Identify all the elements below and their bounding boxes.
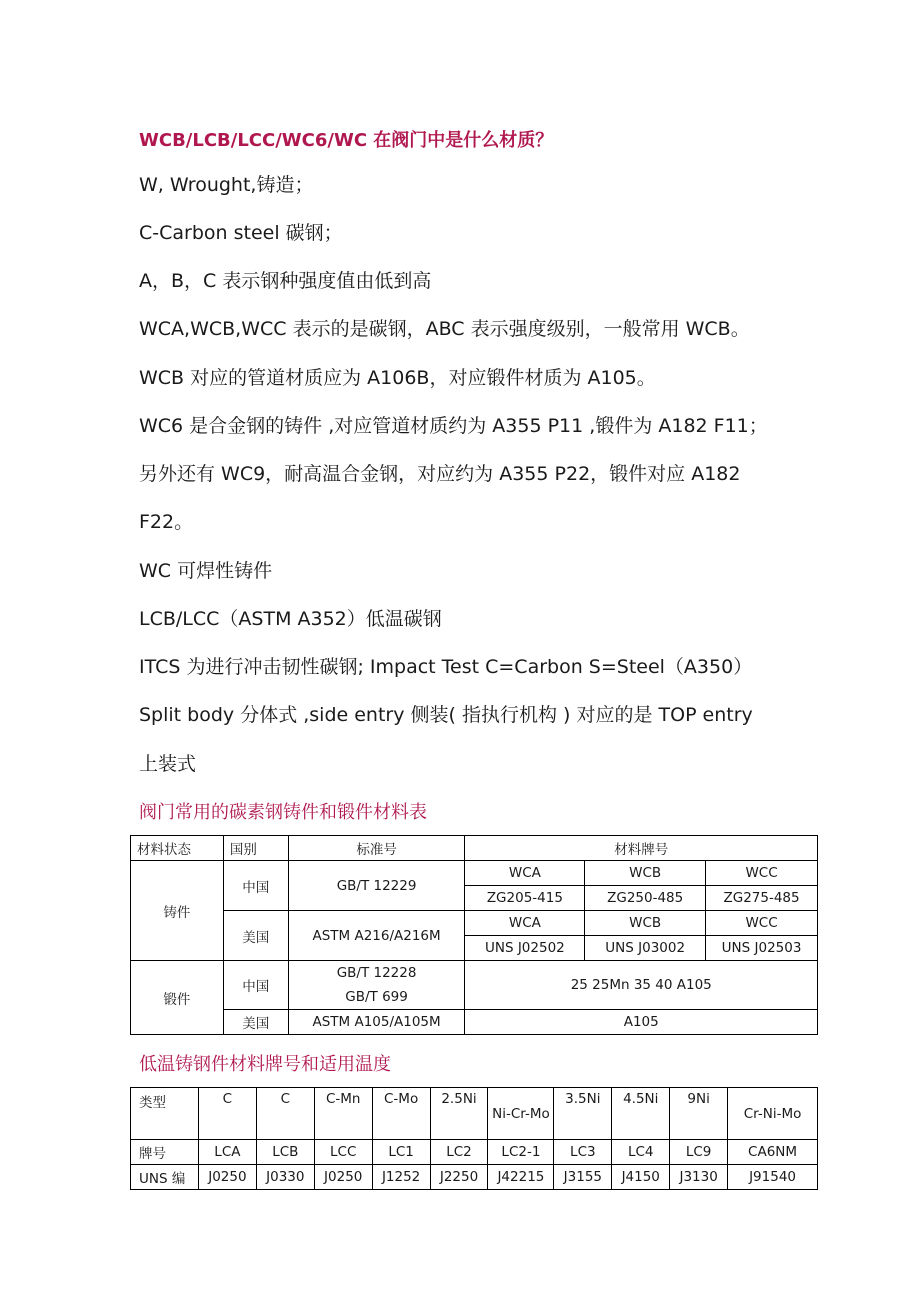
table-cell: ZG275-485 bbox=[706, 886, 818, 911]
table-cell: 3.5Ni bbox=[554, 1088, 612, 1140]
table-cell: C bbox=[198, 1088, 256, 1140]
table-cell: J3130 bbox=[670, 1165, 728, 1190]
table-cell: J0250 bbox=[198, 1165, 256, 1190]
table-cell: UNS J02503 bbox=[706, 936, 818, 961]
paragraph-11: ITCS 为进行冲击韧性碳钢; Impact Test C=Carbon S=Steel（A350） bbox=[139, 656, 753, 678]
table-cell: LC2-1 bbox=[488, 1140, 554, 1165]
table-row bbox=[131, 836, 818, 861]
table-cell: CA6NM bbox=[728, 1140, 818, 1165]
paragraph-9: WC 可焊性铸件 bbox=[139, 560, 273, 582]
table-cell: WCC bbox=[706, 911, 818, 936]
table-cell: C-Mn bbox=[314, 1088, 372, 1140]
table1-heading: 阀门常用的碳素钢铸件和锻件材料表 bbox=[139, 802, 427, 823]
table-cell: 4.5Ni bbox=[612, 1088, 670, 1140]
country-cell: 中国 bbox=[223, 861, 288, 911]
standard-cell: ASTM A105/A105M bbox=[288, 1010, 465, 1035]
forging-label-cell: 锻件 bbox=[131, 961, 224, 1035]
low-temp-cast-steel-table bbox=[130, 1087, 818, 1190]
grades-cell: A105 bbox=[465, 1010, 818, 1035]
table-cell: ZG250-485 bbox=[585, 886, 706, 911]
paragraph-1: W, Wrought,铸造； bbox=[139, 174, 314, 196]
table-cell: J42215 bbox=[488, 1165, 554, 1190]
table-cell: J2250 bbox=[430, 1165, 488, 1190]
casting-label-cell: 铸件 bbox=[131, 861, 224, 961]
table-row bbox=[131, 1140, 818, 1165]
paragraph-4: WCA,WCB,WCC 表示的是碳钢，ABC 表示强度级别，一般常用 WCB。 bbox=[139, 318, 750, 340]
table-cell: WCA bbox=[465, 911, 585, 936]
table-cell: LCA bbox=[198, 1140, 256, 1165]
table-cell: 9Ni bbox=[670, 1088, 728, 1140]
table-row bbox=[131, 1010, 818, 1035]
table-cell: J0250 bbox=[314, 1165, 372, 1190]
table-cell: UNS J02502 bbox=[465, 936, 585, 961]
table2-heading: 低温铸钢件材料牌号和适用温度 bbox=[139, 1054, 391, 1075]
row-label-cell: 类型 bbox=[131, 1088, 199, 1140]
header-cell: 标准号 bbox=[288, 836, 465, 861]
paragraph-3: A，B，C 表示钢种强度值由低到高 bbox=[139, 270, 432, 292]
paragraph-13: 上装式 bbox=[139, 753, 197, 775]
standard-cell bbox=[288, 961, 465, 1010]
country-cell: 美国 bbox=[223, 911, 288, 961]
paragraph-7: 另外还有 WC9，耐高温合金钢，对应约为 A355 P22，锻件对应 A182 bbox=[139, 463, 741, 485]
table-row bbox=[131, 961, 818, 1010]
header-cell: 材料牌号 bbox=[465, 836, 818, 861]
table-cell: ZG205-415 bbox=[465, 886, 585, 911]
standard-line: GB/T 699 bbox=[345, 989, 408, 1005]
country-cell: 美国 bbox=[223, 1010, 288, 1035]
row-label-cell: UNS 编 bbox=[131, 1165, 199, 1190]
table-cell: LCB bbox=[256, 1140, 314, 1165]
standard-cell: ASTM A216/A216M bbox=[288, 911, 465, 961]
table-cell: J91540 bbox=[728, 1165, 818, 1190]
document-title: WCB/LCB/LCC/WC6/WC 在阀门中是什么材质？ bbox=[139, 130, 554, 151]
table-cell: J3155 bbox=[554, 1165, 612, 1190]
standard-line: GB/T 12228 bbox=[336, 965, 417, 981]
table-row bbox=[131, 911, 818, 936]
table-cell: LC2 bbox=[430, 1140, 488, 1165]
table-cell: Ni-Cr-Mo bbox=[488, 1088, 554, 1140]
grades-cell: 25 25Mn 35 40 A105 bbox=[465, 961, 818, 1010]
row-label-cell: 牌号 bbox=[131, 1140, 199, 1165]
paragraph-5: WCB 对应的管道材质应为 A106B，对应锻件材质为 A105。 bbox=[139, 367, 656, 389]
table-cell: LC4 bbox=[612, 1140, 670, 1165]
table-row bbox=[131, 861, 818, 886]
country-cell: 中国 bbox=[223, 961, 288, 1010]
table-cell: C bbox=[256, 1088, 314, 1140]
table-cell: LC1 bbox=[372, 1140, 430, 1165]
paragraph-2: C-Carbon steel 碳钢； bbox=[139, 222, 343, 244]
table-cell: J4150 bbox=[612, 1165, 670, 1190]
table-cell: WCB bbox=[585, 911, 706, 936]
paragraph-8: F22。 bbox=[139, 511, 194, 533]
paragraph-10: LCB/LCC（ASTM A352）低温碳钢 bbox=[139, 608, 442, 630]
table-row bbox=[131, 1165, 818, 1190]
table-cell: Cr-Ni-Mo bbox=[728, 1088, 818, 1140]
header-cell: 材料状态 bbox=[131, 836, 224, 861]
header-cell: 国别 bbox=[223, 836, 288, 861]
table-cell: J1252 bbox=[372, 1165, 430, 1190]
table-row bbox=[131, 1088, 818, 1140]
table-cell: WCB bbox=[585, 861, 706, 886]
table-cell: WCA bbox=[465, 861, 585, 886]
paragraph-12: Split body 分体式 ,side entry 侧装( 指执行机构 ) 对应的是 TOP entry bbox=[139, 704, 753, 726]
table-cell: LCC bbox=[314, 1140, 372, 1165]
table-cell: J0330 bbox=[256, 1165, 314, 1190]
table-cell: 2.5Ni bbox=[430, 1088, 488, 1140]
table-cell: LC3 bbox=[554, 1140, 612, 1165]
table-cell: WCC bbox=[706, 861, 818, 886]
table-cell: UNS J03002 bbox=[585, 936, 706, 961]
standard-cell: GB/T 12229 bbox=[288, 861, 465, 911]
table-cell: LC9 bbox=[670, 1140, 728, 1165]
carbon-steel-materials-table bbox=[130, 835, 818, 1035]
table-cell: C-Mo bbox=[372, 1088, 430, 1140]
paragraph-6: WC6 是合金钢的铸件 ,对应管道材质约为 A355 P11 ,锻件为 A182 F11； bbox=[139, 415, 768, 437]
